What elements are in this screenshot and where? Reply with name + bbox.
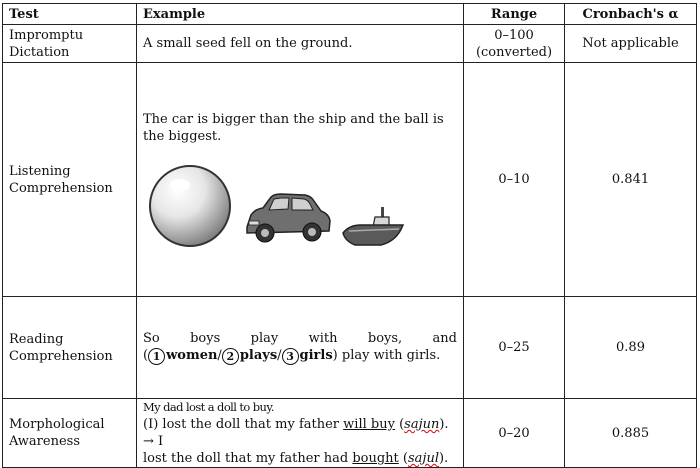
header-row (3, 4, 697, 25)
alpha-value: Not applicable (565, 25, 697, 63)
table-row (3, 25, 697, 63)
table-row (3, 63, 697, 297)
range-value: 0–10 (464, 63, 565, 297)
option-word: girls (299, 348, 333, 363)
example-line: My dad lost a doll to buy. (143, 400, 274, 414)
range-value: 0–100 (494, 27, 534, 43)
example-line: (I) lost the doll that my father will buy (sajun). → I (143, 417, 449, 449)
option-number: 1 (148, 348, 165, 365)
ball-picture (147, 163, 233, 249)
alpha-value: 0.841 (565, 63, 697, 297)
example-line: So boys play with boys, and (143, 331, 457, 346)
option-word: women (166, 348, 218, 363)
example-text: A small seed fell on the ground. (137, 25, 464, 63)
range-value: 0–25 (464, 297, 565, 399)
test-name: Reading Comprehension (3, 297, 137, 399)
example-cell (137, 297, 464, 399)
header-alpha: Cronbach's α (565, 4, 697, 25)
picture-row (147, 163, 457, 249)
range-cell (464, 25, 565, 63)
car-picture (241, 189, 333, 249)
alpha-value: 0.89 (565, 297, 697, 399)
header-example: Example (137, 4, 464, 25)
header-range: Range (464, 4, 565, 25)
boat-picture (341, 203, 407, 249)
example-cell (137, 399, 464, 468)
table-row (3, 399, 697, 468)
header-test: Test (3, 4, 137, 25)
alpha-value: 0.885 (565, 399, 697, 468)
example-text: The car is bigger than the ship and the ball is the biggest. (143, 111, 444, 144)
option-word: plays (239, 348, 278, 363)
range-note: (converted) (475, 44, 553, 60)
option-number: 2 (222, 348, 239, 365)
test-table (2, 3, 697, 468)
table-row (3, 297, 697, 399)
example-cell (137, 63, 464, 297)
example-line: lost the doll that my father had bought (sajul). (143, 451, 449, 466)
option-number: 3 (282, 348, 299, 365)
test-name: Impromptu Dictation (3, 25, 137, 63)
test-name: Morphological Awareness (3, 399, 137, 468)
range-value: 0–20 (464, 399, 565, 468)
example-line: ( 1 women/ 2 plays/ 3 girls) play with girls. (143, 348, 441, 363)
test-name: Listening Comprehension (3, 63, 137, 297)
